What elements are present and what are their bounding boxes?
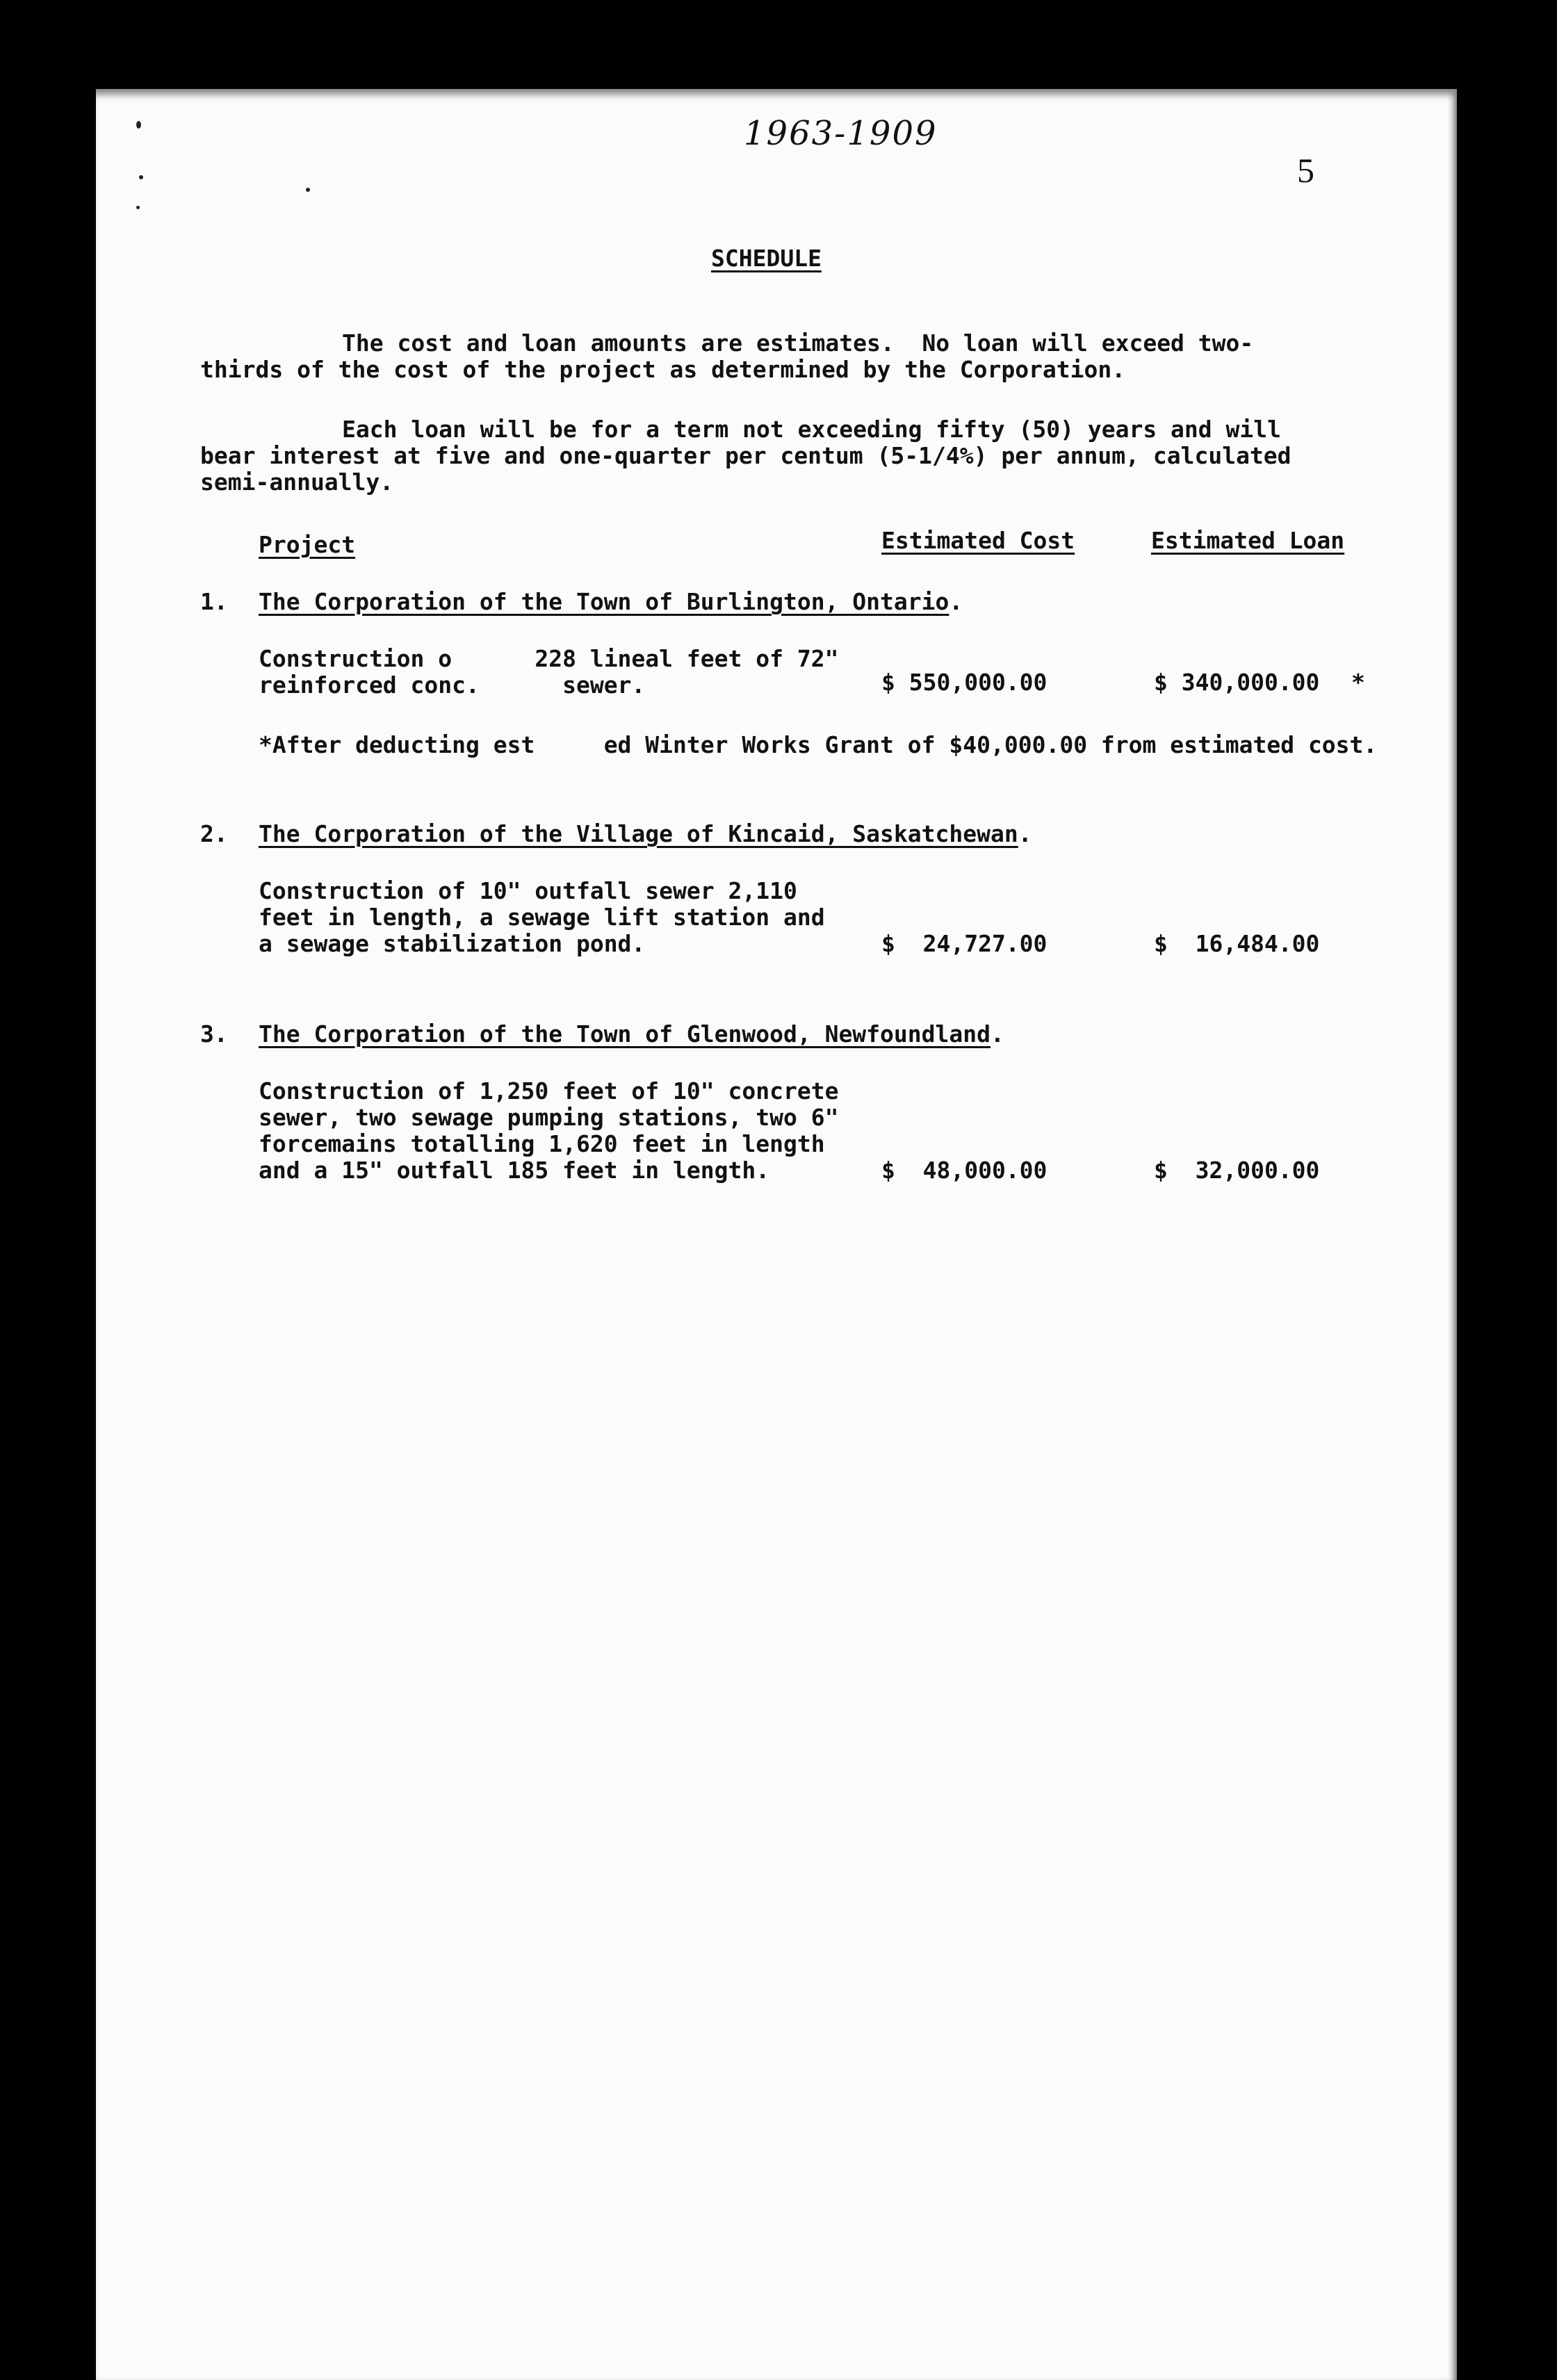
- column-header-estimated-loan: Estimated Loan: [1151, 527, 1345, 554]
- loan-footnote-marker: *: [1351, 669, 1365, 696]
- project-description-line: and a 15" outfall 185 feet in length.: [259, 1157, 770, 1184]
- project-estimated-cost: $ 550,000.00: [881, 669, 1047, 696]
- scan-speck: [306, 188, 310, 192]
- project-name: [259, 588, 963, 616]
- project-estimated-loan: $ 16,484.00: [1154, 930, 1320, 957]
- intro-paragraph-2-line-2: bear interest at five and one-quarter per centum (5-1/4%) per annum, calculated: [200, 442, 1291, 469]
- intro-paragraph-1-line-2: thirds of the cost of the project as determined by the Corporation.: [200, 356, 1126, 383]
- project-name-period: .: [949, 588, 963, 615]
- scan-speck: [136, 121, 141, 129]
- project-number: 2.: [200, 820, 228, 847]
- page-number: 5: [1297, 151, 1314, 190]
- project-number: 3.: [200, 1020, 228, 1048]
- project-estimated-loan: $ 32,000.00: [1154, 1157, 1320, 1184]
- column-header-estimated-cost: Estimated Cost: [881, 527, 1075, 554]
- project-description-line: Construction o 228 lineal feet of 72": [259, 645, 839, 672]
- page-title: SCHEDULE: [711, 245, 822, 272]
- scan-speck: [139, 175, 143, 179]
- project-name-text: The Corporation of the Town of Glenwood, Newfoundland: [259, 1020, 991, 1048]
- scan-speck: [136, 206, 140, 209]
- handwritten-reference: 1963-1909: [744, 114, 938, 153]
- project-description-line: forcemains totalling 1,620 feet in length: [259, 1130, 825, 1157]
- project-name: [259, 1020, 1004, 1048]
- project-name-text: The Corporation of the Village of Kincaid, Saskatchewan: [259, 820, 1018, 847]
- project-footnote: *After deducting est ed Winter Works Grant of $40,000.00 from estimated cost.: [259, 731, 1378, 758]
- intro-paragraph-1-line-1: The cost and loan amounts are estimates. No loan will exceed two-: [342, 329, 1254, 357]
- project-description-line: Construction of 10" outfall sewer 2,110: [259, 877, 797, 904]
- project-number: 1.: [200, 588, 228, 615]
- project-description-line: a sewage stabilization pond.: [259, 930, 646, 957]
- project-description-line: sewer, two sewage pumping stations, two 6": [259, 1104, 839, 1131]
- project-description-line: reinforced conc. sewer.: [259, 671, 646, 699]
- intro-paragraph-2-line-3: semi-annually.: [200, 468, 394, 496]
- project-name-period: .: [1018, 820, 1032, 847]
- project-name: [259, 820, 1032, 848]
- project-estimated-loan: $ 340,000.00: [1154, 669, 1320, 696]
- project-name-text: The Corporation of the Town of Burlington, Ontario: [259, 588, 949, 615]
- project-name-period: .: [991, 1020, 1004, 1048]
- project-description-line: feet in length, a sewage lift station and: [259, 904, 825, 931]
- project-estimated-cost: $ 24,727.00: [881, 930, 1047, 957]
- project-description-line: Construction of 1,250 feet of 10" concrete: [259, 1077, 839, 1105]
- intro-paragraph-2-line-1: Each loan will be for a term not exceeding fifty (50) years and will: [342, 416, 1282, 443]
- column-header-project: Project: [259, 531, 356, 558]
- project-estimated-cost: $ 48,000.00: [881, 1157, 1047, 1184]
